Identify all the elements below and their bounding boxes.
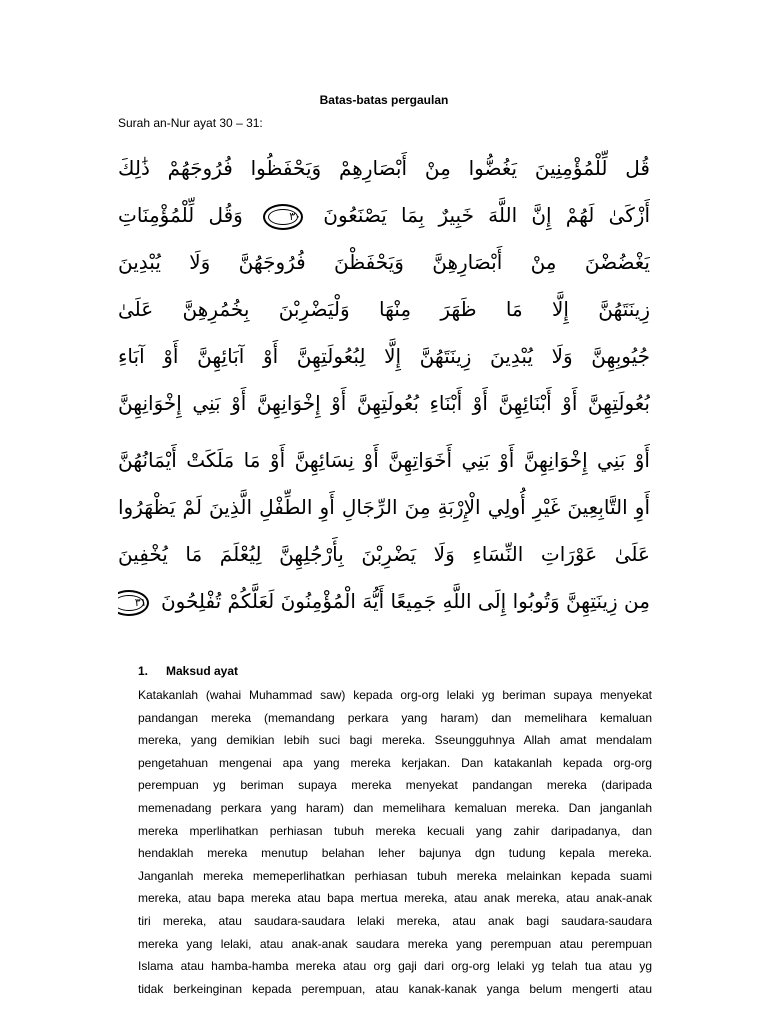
arabic-line: يَغْضُضْنَ مِنْ أَبْصَارِهِنَّ وَيَحْفَظْنَ فُرُوجَهُنَّ وَلَا يُبْدِينَ xyxy=(118,250,650,274)
arabic-line: عَلَىٰ عَوْرَاتِ النِّسَاءِ وَلَا يَضْرِبْنَ بِأَرْجُلِهِنَّ لِيُعْلَمَ مَا يُخْفِينَ xyxy=(118,542,650,566)
ayah-number-mark: ٣٠ xyxy=(263,204,303,230)
body-line: tidak berkeinginan kepada perempuan, atau kanak-kanak yanga belum mengerti atau xyxy=(138,981,652,996)
quran-verse-block xyxy=(118,148,650,628)
arabic-line-segment: أَزْكَىٰ لَهُمْ إِنَّ اللَّهَ خَبِيرٌ بِمَا يَصْنَعُونَ xyxy=(323,203,650,227)
body-line: Islama atau hamba-hamba mereka atau org gaji dari org-org lelaki yg telah tua atau yg xyxy=(138,959,652,974)
body-line: Janganlah mereka memeperlihatkan perhiasan tubuh mereka melainkan kepada suami xyxy=(138,868,652,883)
body-line: mereka, yang demikian lebih suci bagi mereka. Sseungguhnya Allah amat mendalam xyxy=(138,733,652,748)
body-line: perempuan yg beriman supaya mereka menyekat pandangan mereka (daripada xyxy=(138,778,652,793)
body-line: Katakanlah (wahai Muhammad saw) kepada org-org lelaki yg beriman supaya menyekat xyxy=(138,688,652,702)
arabic-line: أَوِ التَّابِعِينَ غَيْرِ أُولِي الْإِرْبَةِ مِنَ الرِّجَالِ أَوِ الطِّفْلِ الَّذِينَ لَمْ يَظْهَرُوا xyxy=(118,495,650,519)
section-heading-text: Maksud ayat xyxy=(166,664,239,678)
section-heading xyxy=(138,664,238,678)
arabic-line: جُيُوبِهِنَّ وَلَا يُبْدِينَ زِينَتَهُنَّ إِلَّا لِبُعُولَتِهِنَّ أَوْ آبَائِهِنَّ أَوْ آبَاءِ xyxy=(118,344,650,368)
arabic-line: بُعُولَتِهِنَّ أَوْ أَبْنَائِهِنَّ أَوْ أَبْنَاءِ بُعُولَتِهِنَّ أَوْ إِخْوَانِهِنَّ أَوْ بَنِي إِخْوَانِهِنَّ xyxy=(118,391,650,415)
document-subtitle: Surah an-Nur ayat 30 – 31: xyxy=(118,116,263,130)
arabic-line-segment: مِن زِينَتِهِنَّ وَتُوبُوا إِلَى اللَّهِ جَمِيعًا أَيُّهَ الْمُؤْمِنُونَ لَعَلَّكُمْ تُفْلِحُونَ xyxy=(160,589,650,613)
arabic-line: أَوْ بَنِي إِخْوَانِهِنَّ أَوْ بَنِي أَخَوَاتِهِنَّ أَوْ نِسَائِهِنَّ أَوْ مَا مَلَكَتْ أَيْمَانُهُنَّ xyxy=(118,448,650,472)
arabic-line: زِينَتَهُنَّ إِلَّا مَا ظَهَرَ مِنْهَا وَلْيَضْرِبْنَ بِخُمُرِهِنَّ عَلَىٰ xyxy=(118,297,650,321)
body-line: memenadang perkara yang haram) dan memelihara kemaluan mereka. Dan janganlah xyxy=(138,800,652,815)
document-title: Batas-batas pergaulan xyxy=(319,93,449,107)
body-line: pandangan mereka (memandang perkara yang haram) dan memelihara kemaluan xyxy=(138,710,652,725)
body-line: tiri mereka, atau saudara-saudara lelaki mereka, atau anak bagi saudara-saudara xyxy=(138,913,652,928)
body-line: mereka, atau bapa mereka atau bapa mertua mereka, atau anak mereka, atau anak-anak xyxy=(138,891,652,906)
arabic-line-segment: وَقُل لِّلْمُؤْمِنَاتِ xyxy=(118,203,243,227)
body-line: mereka yang lelaki, atau anak-anak saudara mereka yang perempuan atau perempuan xyxy=(138,936,652,951)
section-number: 1. xyxy=(138,664,149,678)
ayah-number-mark: ٣١ xyxy=(118,590,149,616)
arabic-line: قُل لِّلْمُؤْمِنِينَ يَغُضُّوا مِنْ أَبْصَارِهِمْ وَيَحْفَظُوا فُرُوجَهُمْ ذَٰلِكَ xyxy=(118,156,650,180)
arabic-line xyxy=(118,195,650,235)
body-line: pengetahuan mengenai apa yang mereka kerjakan. Dan katakanlah kepada org-org xyxy=(138,755,652,770)
section-body xyxy=(138,684,652,1000)
body-line: hendaklah mereka menutup belahan leher bajunya dgn tudung kepala mereka. xyxy=(138,846,652,861)
body-line: mereka mperlihatkan perhiasan tubuh mereka kecuali yang zahir daripadanya, dan xyxy=(138,823,652,838)
arabic-line xyxy=(118,581,650,621)
